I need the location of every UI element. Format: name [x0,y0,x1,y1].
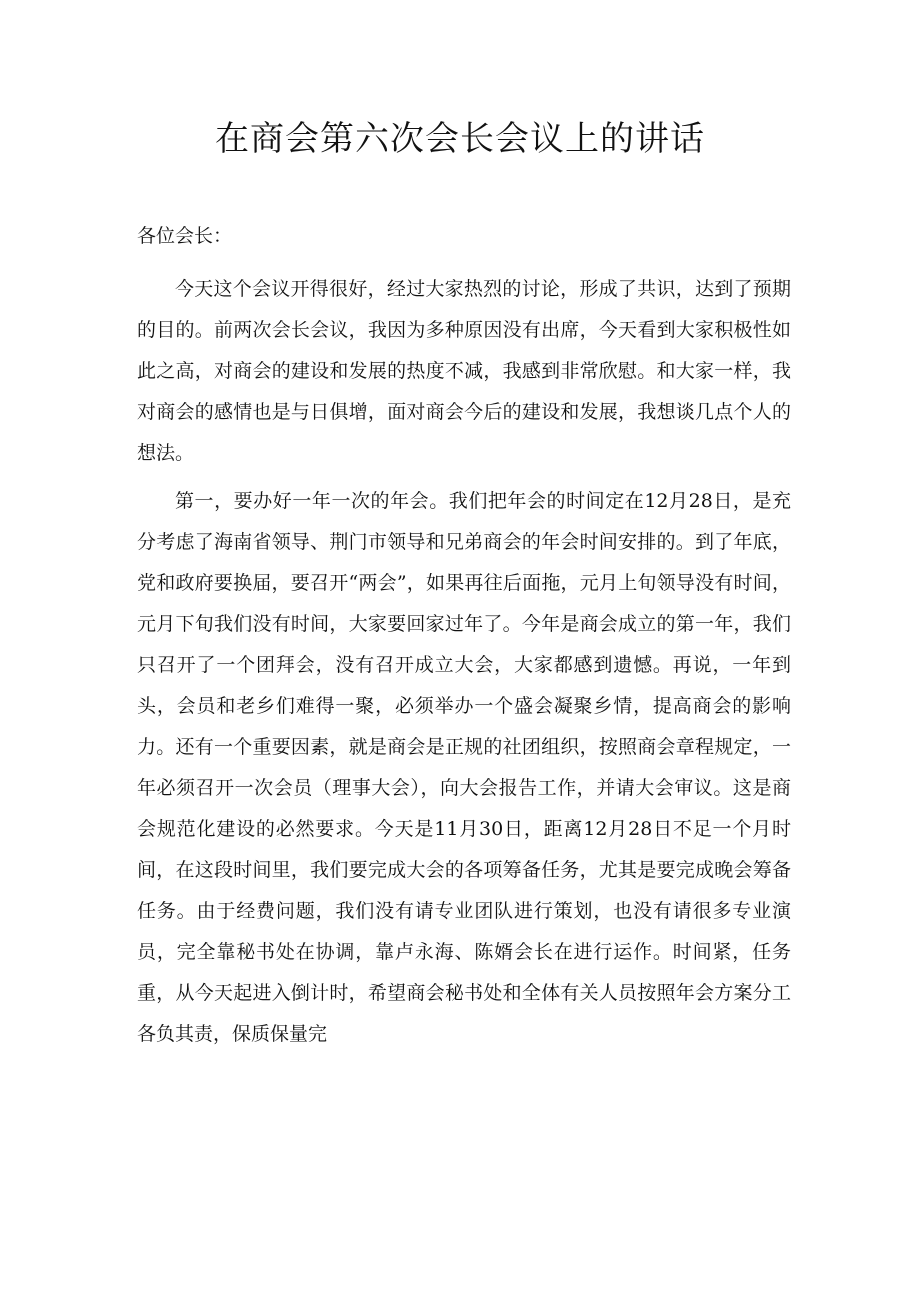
document-title: 在商会第六次会长会议上的讲话 [215,119,705,159]
document-body [137,216,791,1062]
salutation: 各位会长： [137,225,233,247]
paragraph-opening: 今天这个会议开得很好，经过大家热烈的讨论，形成了共识，达到了预期的目的。前两次会长会议，我因为多种原因没有出席，今天看到大家积极性如此之高，对商会的建设和发展的热度不减，我感到非常欣慰。和大家一样，我对商会的感情也是与日俱增，面对商会今后的建设和发展，我想谈几点个人的想法。 [137,278,791,464]
paragraph-first-point: 第一，要办好一年一次的年会。我们把年会的时间定在12月28日，是充分考虑了海南省领导、荆门市领导和兄弟商会的年会时间安排的。到了年底，党和政府要换届，要召开“两会”，如果再往后面拖，元月上旬领导没有时间，元月下旬我们没有时间，大家要回家过年了。今年是商会成立的第一年，我们只召开了一个团拜会，没有召开成立大会，大家都感到遗憾。再说，一年到头，会员和老乡们难得一聚，必须举办一个盛会凝聚乡情，提高商会的影响力。还有一个重要因素，就是商会是正规的社团组织，按照商会章程规定，一年必须召开一次会员（理事大会），向大会报告工作，并请大会审议。这是商会规范化建设的必然要求。今天是11月30日，距离12月28日不足一个月时间，在这段时间里，我们要完成大会的各项筹备任务，尤其是要完成晚会筹备任务。由于经费问题，我们没有请专业团队进行策划，也没有请很多专业演员，完全靠秘书处在协调，靠卢永海、陈婿会长在进行运作。时间紧，任务重，从今天起进入倒计时，希望商会秘书处和全体有关人员按照年会方案分工各负其责，保质保量完 [137,490,791,1045]
